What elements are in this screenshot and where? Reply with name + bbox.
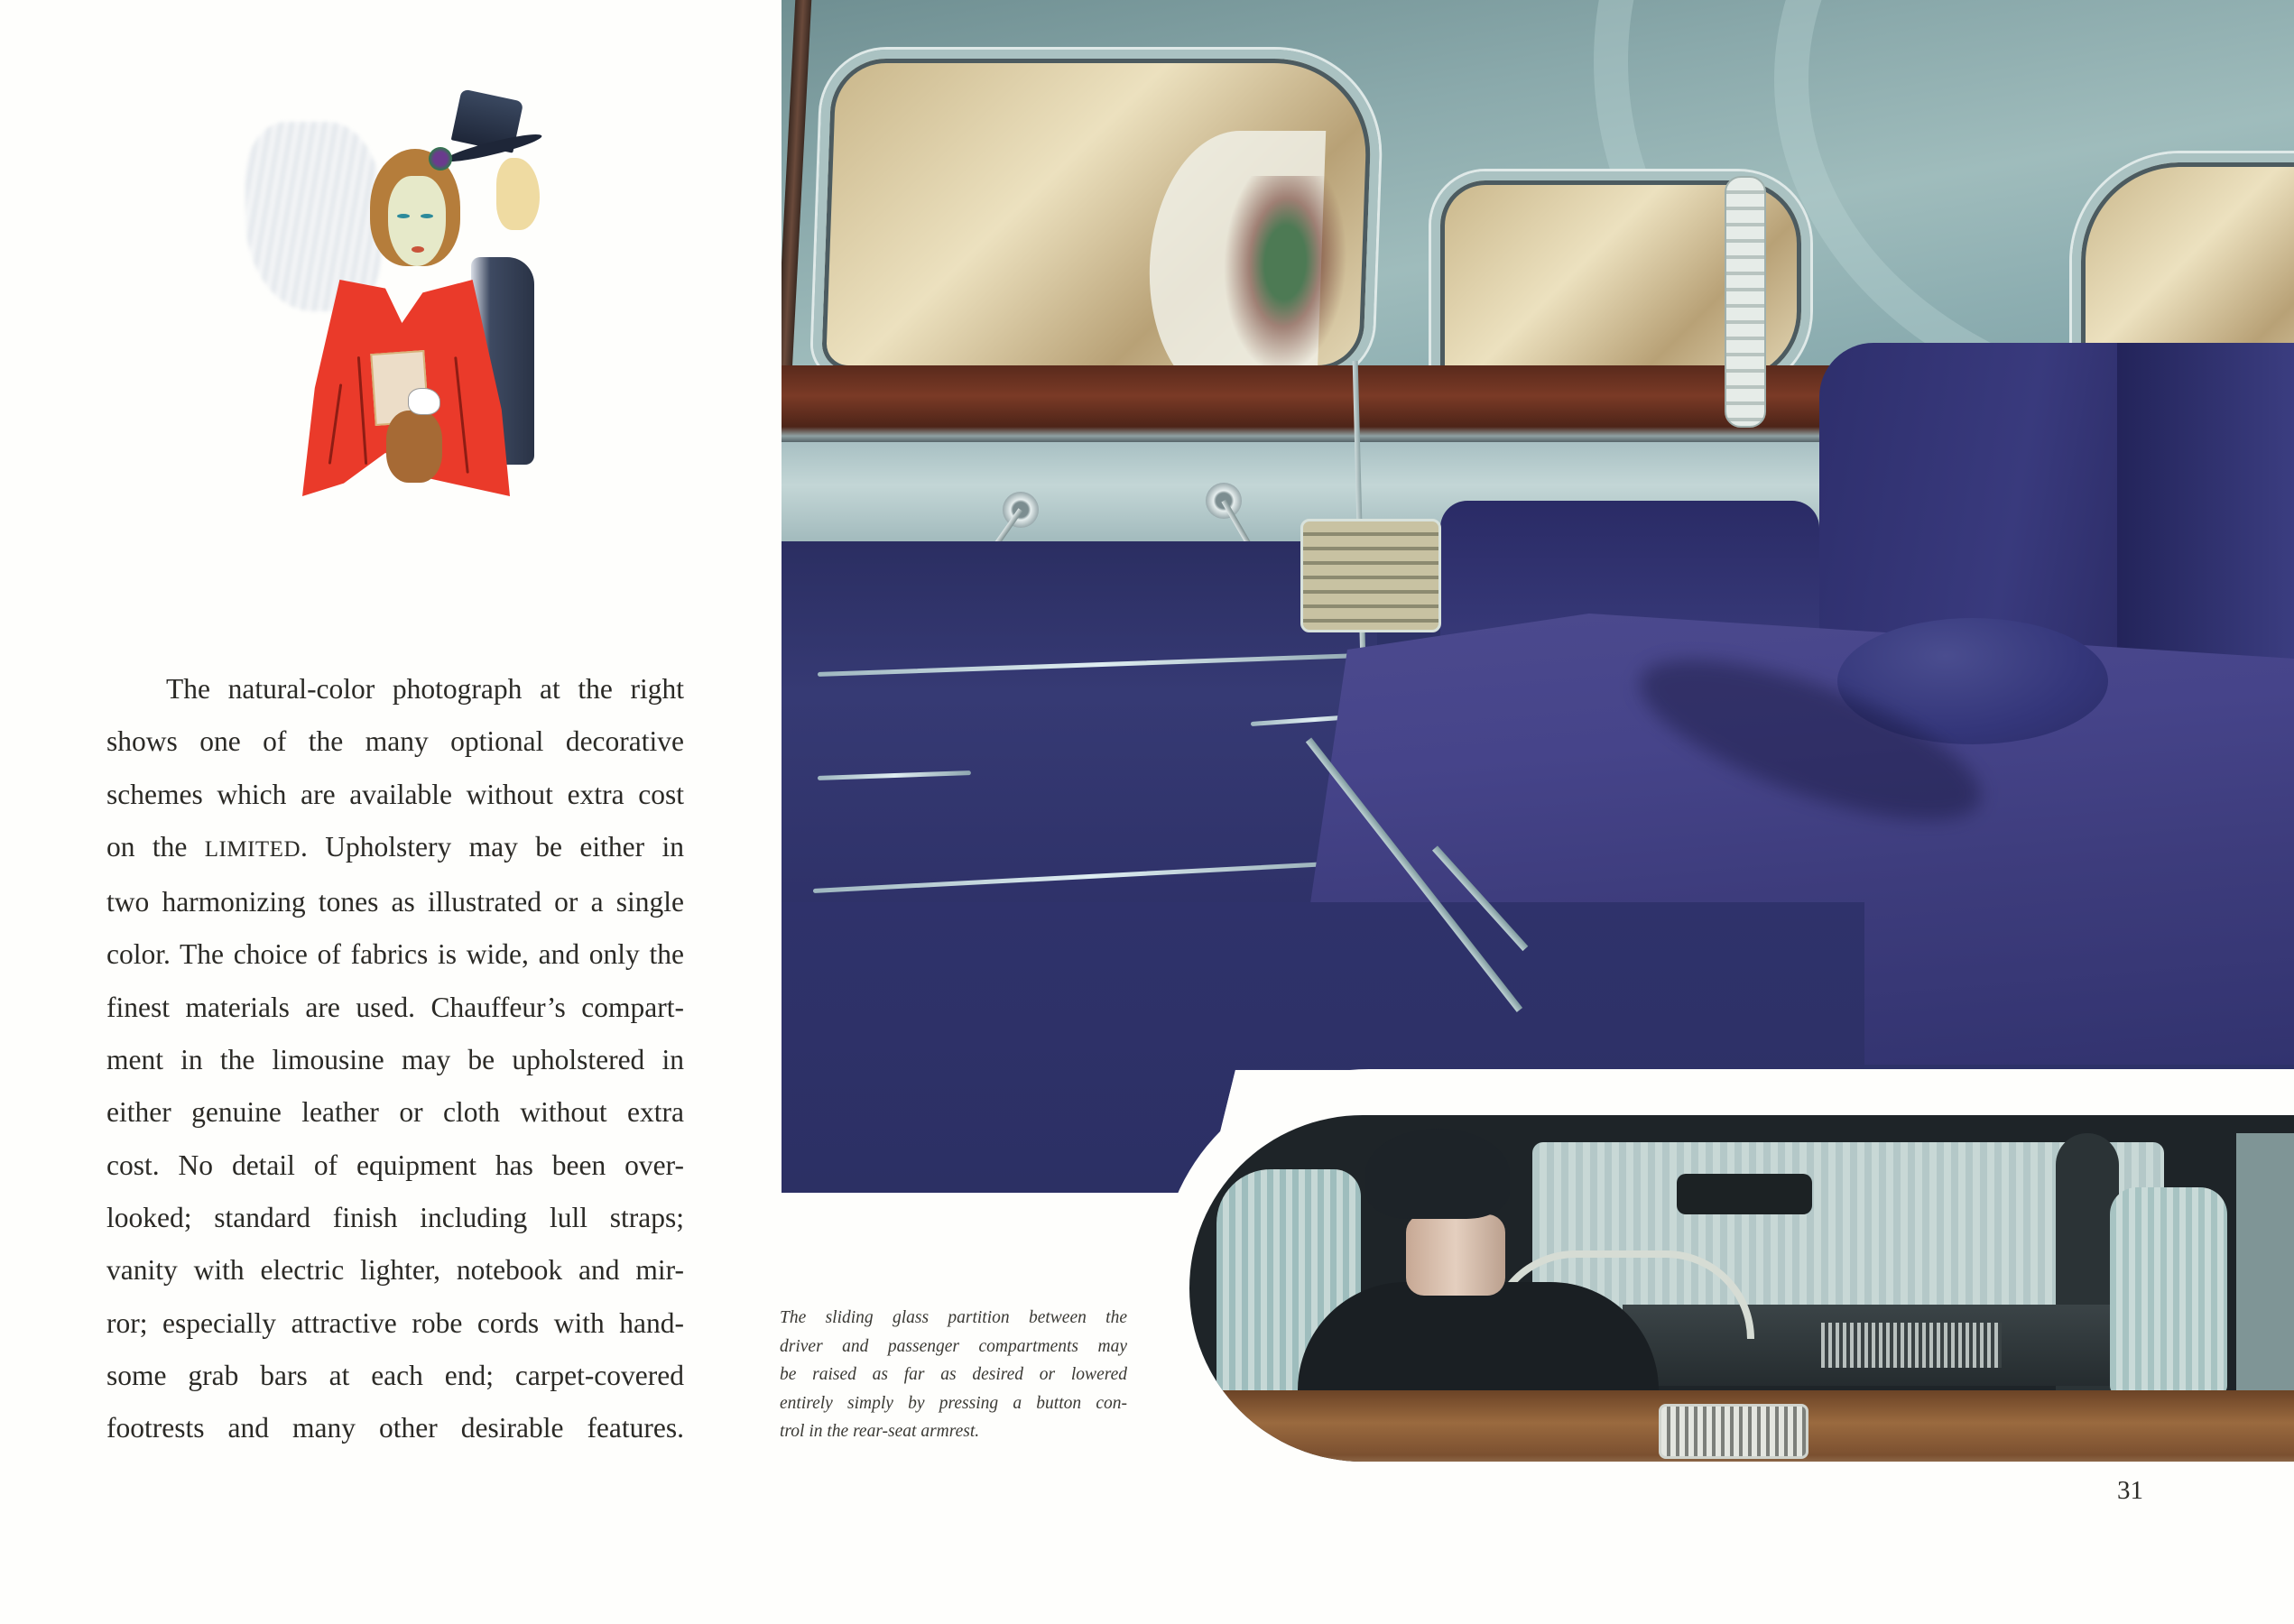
photo-caption: [780, 1304, 1127, 1446]
body-line: ment in the limousine may be upholstered in: [106, 1044, 684, 1076]
body-line: finest materials are used. Chauffeur’s compart-: [106, 991, 684, 1023]
caption-line: be raised as far as desired or lowered: [780, 1365, 1127, 1384]
body-line: footrests and many other desirable features.: [106, 1412, 684, 1444]
body-line: schemes which are available without extra cost: [106, 778, 684, 810]
lips: [412, 246, 424, 253]
lull-strap: [1725, 176, 1766, 428]
body-line: cost. No detail of equipment has been over-: [106, 1149, 684, 1181]
body-line: either genuine leather or cloth without extra: [106, 1096, 684, 1129]
rearview-mirror: [1677, 1174, 1812, 1214]
chauffeur-shoulders: [1298, 1282, 1659, 1408]
hair-flower: [429, 147, 452, 171]
caption-line: driver and passenger compartments may: [780, 1336, 1127, 1356]
body-line: shows one of the many optional decorative: [106, 725, 684, 758]
body-line: color. The choice of fabrics is wide, and only the: [106, 938, 684, 971]
vanity-lighter: [1300, 519, 1441, 632]
window-reflection-plant: [1208, 176, 1360, 392]
rear-door-window: [812, 50, 1383, 379]
illustration-man-face: [496, 158, 540, 230]
model-name-smallcaps: LIMITED: [204, 836, 301, 862]
body-line-limited: on the LIMITED. Upholstery may be either in: [106, 830, 684, 863]
body-line: two harmonizing tones as illustrated or a single: [106, 886, 684, 918]
illustration-backdrop: [245, 122, 381, 311]
fur-muff: [386, 411, 442, 483]
caption-line: The sliding glass partition between the: [780, 1308, 1127, 1327]
illustration-woman-face: [388, 176, 446, 266]
radio-panel: [1659, 1404, 1808, 1459]
speaker-grille: [1821, 1323, 2002, 1368]
body-text: [106, 663, 684, 1454]
caption-line: entirely simply by pressing a button con-: [780, 1393, 1127, 1413]
eye: [421, 214, 433, 218]
page-number: 31: [2117, 1476, 2143, 1505]
caption-line: trol in the rear-seat armrest.: [780, 1422, 980, 1441]
body-line: ror; especially attractive robe cords with hand-: [106, 1306, 684, 1339]
body-line: some grab bars at each end; carpet-covered: [106, 1359, 684, 1391]
eye: [397, 214, 410, 218]
side-pillar: [2236, 1133, 2294, 1431]
chauffeur-cap: [1365, 1129, 1510, 1219]
body-line: vanity with electric lighter, notebook and mir-: [106, 1254, 684, 1287]
interior-photograph: [782, 0, 2294, 1193]
partition-inset-photo: [1189, 1115, 2294, 1462]
white-glove: [408, 388, 440, 415]
right-vent-window: [2110, 1187, 2227, 1395]
body-line: looked; standard finish including lull straps;: [106, 1201, 684, 1233]
body-line: The natural-color photograph at the right: [166, 673, 684, 705]
fashion-illustration: [235, 86, 541, 510]
chauffeur-neck: [1406, 1214, 1505, 1296]
